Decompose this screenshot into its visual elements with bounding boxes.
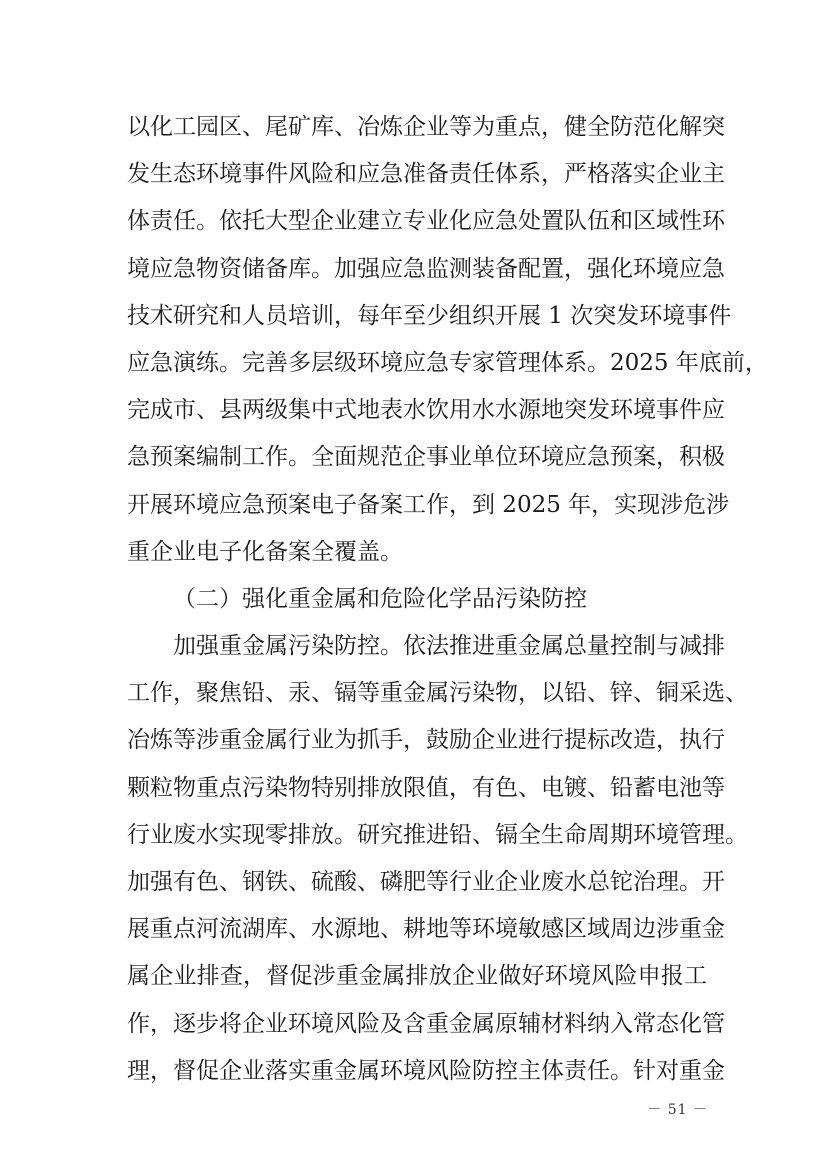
paragraph-line: 急预案编制工作。全面规范企事业单位环境应急预案，积极 <box>127 444 725 471</box>
paragraph-line: 颗粒物重点污染物特别排放限值，有色、电镀、铅蓄电池等 <box>127 774 725 801</box>
paragraph-line: 应急演练。完善多层级环境应急专家管理体系。2025 年底前， <box>127 349 768 376</box>
paragraph-line: 属企业排查，督促涉重金属排放企业做好环境风险申报工 <box>127 963 707 990</box>
paragraph-line: 展重点河流湖库、水源地、耕地等环境敏感区域周边涉重金 <box>127 916 725 943</box>
paragraph-line: 作，逐步将企业环境风险及含重金属原辅材料纳入常态化管 <box>127 1010 725 1037</box>
paragraph-line: 开展环境应急预案电子备案工作，到 2025 年，实现涉危涉 <box>127 491 730 518</box>
paragraph-line: 以化工园区、尾矿库、冶炼企业等为重点，健全防范化解突 <box>127 114 725 140</box>
paragraph-line: 工作，聚焦铅、汞、镉等重金属污染物，以铅、锌、铜采选、 <box>127 680 748 707</box>
paragraph-line: 行业废水实现零排放。研究推进铅、镉全生命周期环境管理。 <box>127 821 748 848</box>
section-heading: （二）强化重金属和危险化学品污染防控 <box>173 585 587 612</box>
paragraph-line: 境应急物资储备库。加强应急监测装备配置，强化环境应急 <box>127 255 725 282</box>
paragraph-line: 技术研究和人员培训，每年至少组织开展 1 次突发环境事件 <box>127 302 732 329</box>
paragraph-line: 理，督促企业落实重金属环境风险防控主体责任。针对重金 <box>127 1057 725 1084</box>
paragraph-line: 体责任。依托大型企业建立专业化应急处置队伍和区域性环 <box>127 208 725 235</box>
body-text <box>127 104 768 1095</box>
paragraph-line: 完成市、县两级集中式地表水饮用水水源地突发环境事件应 <box>127 397 725 424</box>
paragraph-line: 发生态环境事件风险和应急准备责任体系，严格落实企业主 <box>127 161 725 188</box>
page-number: － 51 － <box>647 1102 708 1118</box>
paragraph-line: 冶炼等涉重金属行业为抓手，鼓励企业进行提标改造，执行 <box>127 727 725 754</box>
paragraph-line: 重企业电子化备案全覆盖。 <box>127 538 403 565</box>
paragraph-line: 加强有色、钢铁、硫酸、磷肥等行业企业废水总铊治理。开 <box>127 869 725 895</box>
paragraph-line: 加强重金属污染防控。依法推进重金属总量控制与减排 <box>173 633 725 660</box>
